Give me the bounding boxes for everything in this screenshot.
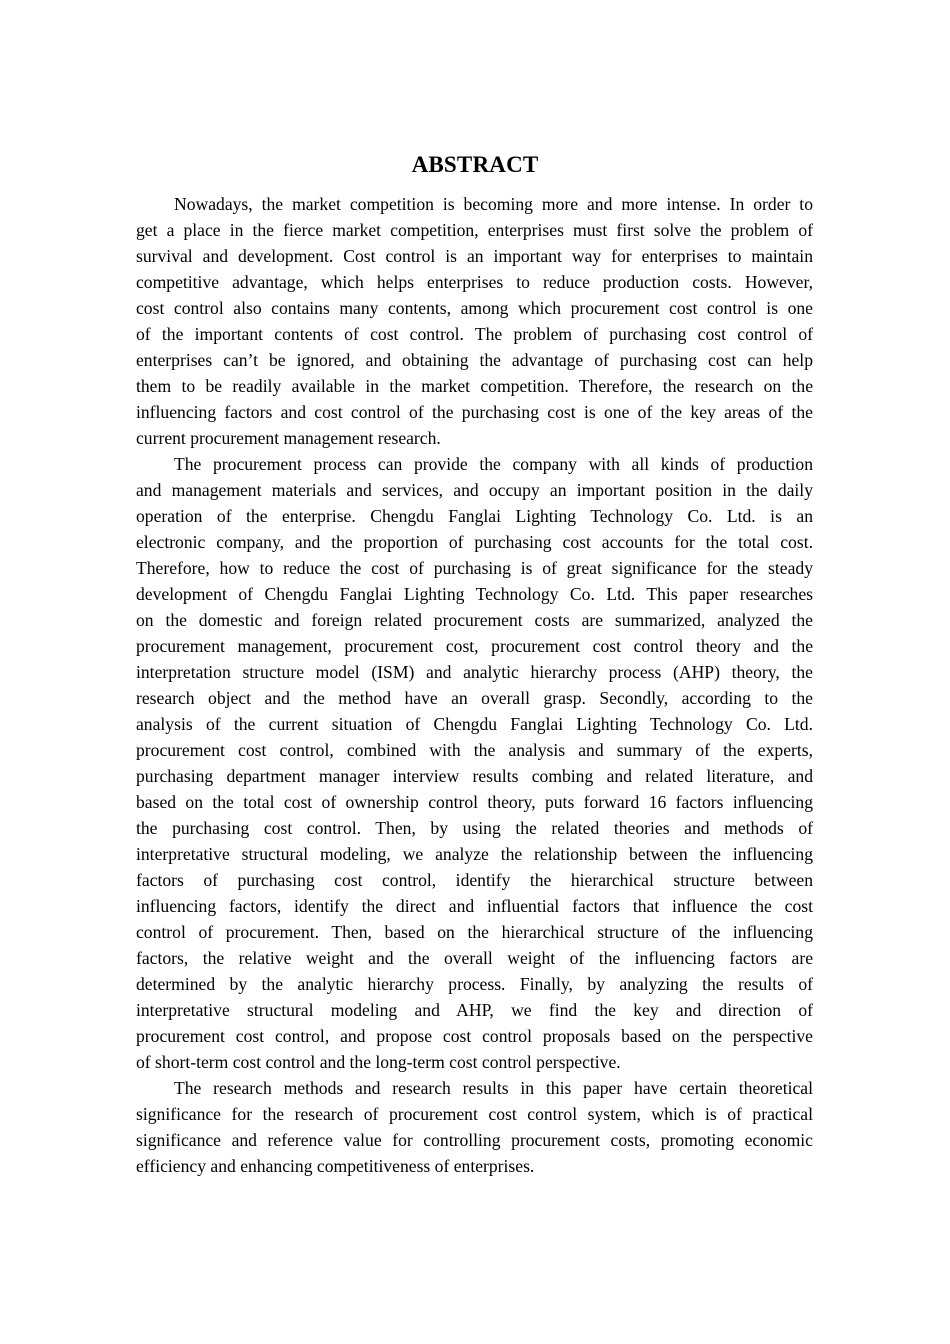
text-line: influencing factors and cost control of the purchasing cost is one of the key areas of the	[136, 402, 813, 422]
text-line: The procurement process can provide the company with all kinds of production	[174, 454, 813, 474]
text-line: significance and reference value for controlling procurement costs, promoting economic	[136, 1130, 813, 1150]
text-line: determined by the analytic hierarchy process. Finally, by analyzing the results of	[136, 974, 813, 994]
text-line: procurement cost control, and propose cost control proposals based on the perspective	[136, 1026, 813, 1046]
text-line: enterprises can’t be ignored, and obtaining the advantage of purchasing cost can help	[136, 350, 813, 370]
text-line: and management materials and services, and occupy an important position in the daily	[136, 480, 813, 500]
text-line: interpretation structure model (ISM) and analytic hierarchy process (AHP) theory, the	[136, 662, 813, 682]
text-line: research object and the method have an overall grasp. Secondly, according to the	[136, 688, 813, 708]
abstract-title: ABSTRACT	[411, 152, 539, 177]
text-line: procurement management, procurement cost, procurement cost control theory and the	[136, 636, 813, 656]
text-line: them to be readily available in the market competition. Therefore, the research on the	[136, 376, 813, 396]
text-line: the purchasing cost control. Then, by using the related theories and methods of	[136, 818, 813, 838]
text-line: interpretative structural modeling, we analyze the relationship between the influencing	[136, 844, 813, 864]
text-line: factors of purchasing cost control, identify the hierarchical structure between	[136, 870, 813, 890]
text-line: cost control also contains many contents, among which procurement cost control is one	[136, 298, 813, 318]
text-line: The research methods and research results in this paper have certain theoretical	[174, 1078, 813, 1098]
text-line: of the important contents of cost control. The problem of purchasing cost control of	[136, 324, 813, 344]
abstract-paragraph	[136, 451, 813, 1075]
text-line: Nowadays, the market competition is becoming more and more intense. In order to	[174, 194, 813, 214]
text-line: operation of the enterprise. Chengdu Fanglai Lighting Technology Co. Ltd. is an	[136, 506, 813, 526]
text-line: electronic company, and the proportion of purchasing cost accounts for the total cost.	[136, 532, 813, 552]
text-line: control of procurement. Then, based on the hierarchical structure of the influencing	[136, 922, 813, 942]
text-line: influencing factors, identify the direct and influential factors that influence the cost	[136, 896, 813, 916]
text-line: factors, the relative weight and the overall weight of the influencing factors are	[136, 948, 813, 968]
text-line: analysis of the current situation of Chengdu Fanglai Lighting Technology Co. Ltd.	[136, 714, 813, 734]
text-line: on the domestic and foreign related procurement costs are summarized, analyzed the	[136, 610, 813, 630]
text-line: procurement cost control, combined with the analysis and summary of the experts,	[136, 740, 813, 760]
text-line: based on the total cost of ownership control theory, puts forward 16 factors influencing	[136, 792, 813, 812]
abstract-body	[136, 191, 813, 1179]
text-line: significance for the research of procurement cost control system, which is of practical	[136, 1104, 813, 1124]
abstract-paragraph	[136, 191, 813, 451]
text-line: Therefore, how to reduce the cost of purchasing is of great significance for the steady	[136, 558, 813, 578]
text-line: of short-term cost control and the long-term cost control perspective.	[136, 1052, 621, 1072]
abstract-paragraph	[136, 1075, 813, 1179]
text-line: interpretative structural modeling and AHP, we find the key and direction of	[136, 1000, 813, 1020]
text-line: get a place in the fierce market competition, enterprises must first solve the problem of	[136, 220, 813, 240]
text-line: current procurement management research.	[136, 428, 441, 448]
text-line: competitive advantage, which helps enterprises to reduce production costs. However,	[136, 272, 813, 292]
text-line: efficiency and enhancing competitiveness of enterprises.	[136, 1156, 535, 1176]
text-line: purchasing department manager interview results combing and related literature, and	[136, 766, 813, 786]
text-line: survival and development. Cost control is an important way for enterprises to maintain	[136, 246, 813, 266]
text-line: development of Chengdu Fanglai Lighting Technology Co. Ltd. This paper researches	[136, 584, 813, 604]
